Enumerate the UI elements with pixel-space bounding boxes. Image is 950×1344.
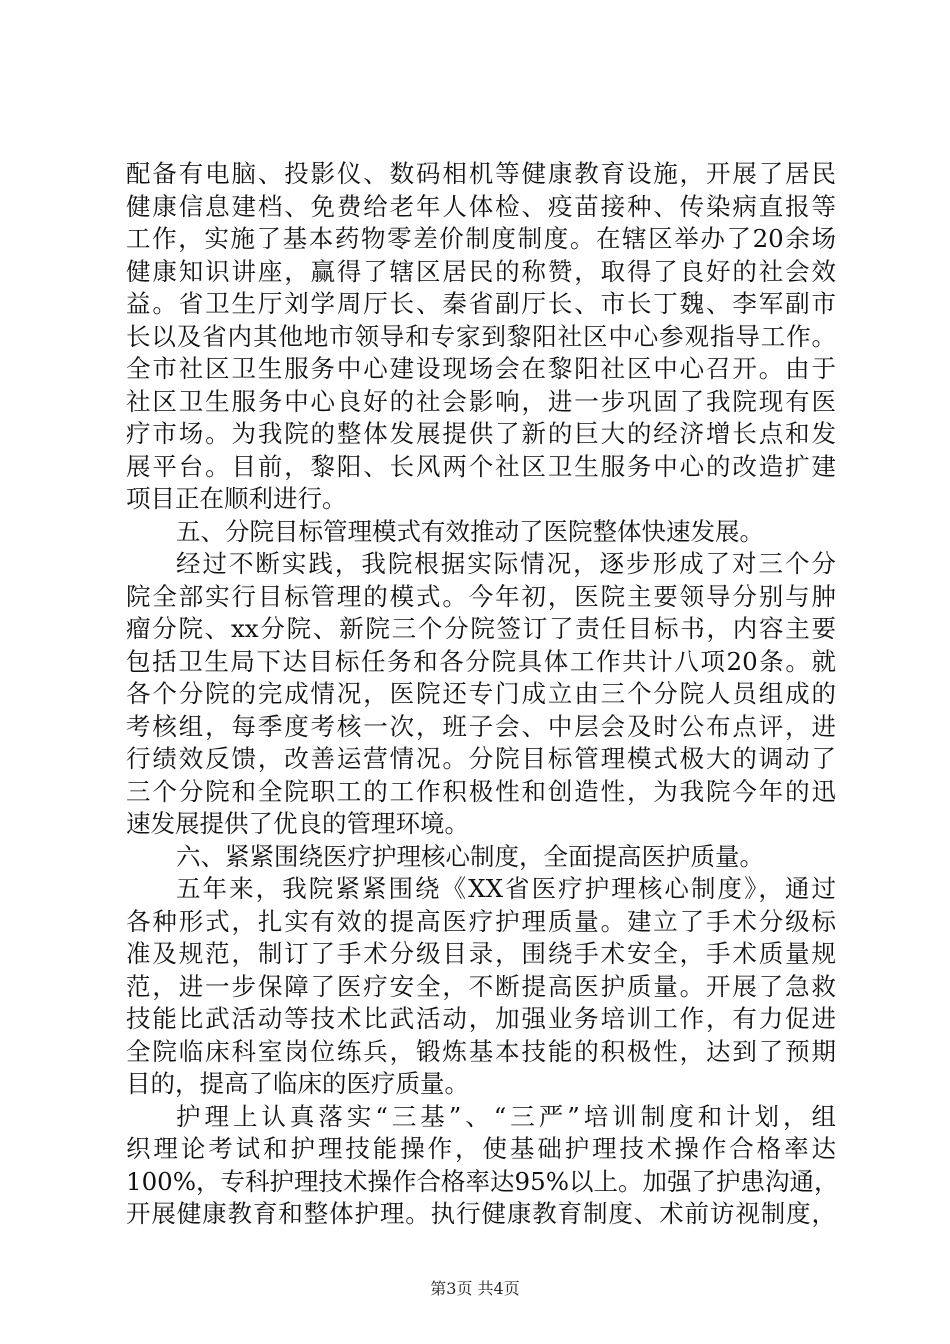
text-line: 技能比武活动等技术比武活动，加强业务培训工作，有力促进 — [126, 1004, 836, 1033]
text-line: 健康信息建档、免费给老年人体检、疫苗接种、传染病直报等 — [126, 191, 836, 221]
text-line: 目的，提高了临床的医疗质量。 — [126, 1069, 469, 1098]
text-line: 速发展提供了优良的管理环境。 — [126, 809, 469, 838]
text-line: 三个分院和全院职工的工作积极性和创造性，为我院今年的迅 — [126, 776, 836, 806]
text-line: 考核组，每季度考核一次，班子会、中层会及时公布点评，进 — [126, 711, 836, 741]
text-line: 各个分院的完成情况，医院还专门成立由三个分院人员组成的 — [126, 679, 836, 708]
text-line: 护理上认真落实“三基”、“三严”培训制度和计划，组 — [176, 1101, 836, 1131]
text-line: 五年来，我院紧紧围绕《XX省医疗护理核心制度》，通过 — [176, 874, 836, 903]
text-line: 工作，实施了基本药物零差价制度制度。在辖区举办了20余场 — [126, 224, 836, 253]
section-heading: 五、分院目标管理模式有效推动了医院整体快速发展。 — [176, 516, 764, 546]
page-number-footer: 第3页 共4页 — [430, 1279, 520, 1298]
text-line: 全市社区卫生服务中心建设现场会在黎阳社区中心召开。由于 — [126, 354, 836, 383]
text-line: 织理论考试和护理技能操作，使基础护理技术操作合格率达 — [126, 1134, 836, 1163]
text-line: 全院临床科室岗位练兵，锻炼基本技能的积极性，达到了预期 — [126, 1036, 836, 1066]
text-line: 益。省卫生厅刘学周厅长、秦省副厅长、市长丁魏、李军副市 — [126, 289, 836, 318]
text-line: 100%，专科护理技术操作合格率达95%以上。加强了护患沟通， — [126, 1166, 839, 1196]
text-line: 开展健康教育和整体护理。执行健康教育制度、术前访视制度， — [126, 1199, 836, 1228]
section-heading: 六、紧紧围绕医疗护理核心制度，全面提高医护质量。 — [176, 841, 764, 871]
text-line: 各种形式，扎实有效的提高医疗护理质量。建立了手术分级标 — [126, 906, 836, 936]
text-line: 经过不断实践，我院根据实际情况，逐步形成了对三个分 — [176, 549, 836, 578]
text-line: 展平台。目前，黎阳、长风两个社区卫生服务中心的改造扩建 — [126, 451, 836, 481]
text-line: 院全部实行目标管理的模式。今年初，医院主要领导分别与肿 — [126, 581, 836, 611]
text-line: 瘤分院、xx分院、新院三个分院签订了责任目标书，内容主要 — [126, 614, 836, 643]
text-line: 项目正在顺利进行。 — [126, 484, 347, 513]
text-line: 健康知识讲座，赢得了辖区居民的称赞，取得了良好的社会效 — [126, 256, 836, 286]
text-line: 长以及省内其他地市领导和专家到黎阳社区中心参观指导工作。 — [126, 321, 836, 351]
text-line: 疗市场。为我院的整体发展提供了新的巨大的经济增长点和发 — [126, 419, 836, 448]
document-body — [126, 158, 839, 1231]
text-line: 范，进一步保障了医疗安全，不断提高医护质量。开展了急救 — [126, 971, 836, 1001]
text-line: 准及规范，制订了手术分级目录，围绕手术安全，手术质量规 — [126, 939, 836, 968]
text-line: 包括卫生局下达目标任务和各分院具体工作共计八项20条。就 — [126, 646, 836, 676]
text-line: 行绩效反馈，改善运营情况。分院目标管理模式极大的调动了 — [126, 744, 836, 773]
text-line: 社区卫生服务中心良好的社会影响，进一步巩固了我院现有医 — [126, 386, 836, 416]
text-line: 配备有电脑、投影仪、数码相机等健康教育设施，开展了居民 — [126, 159, 836, 188]
